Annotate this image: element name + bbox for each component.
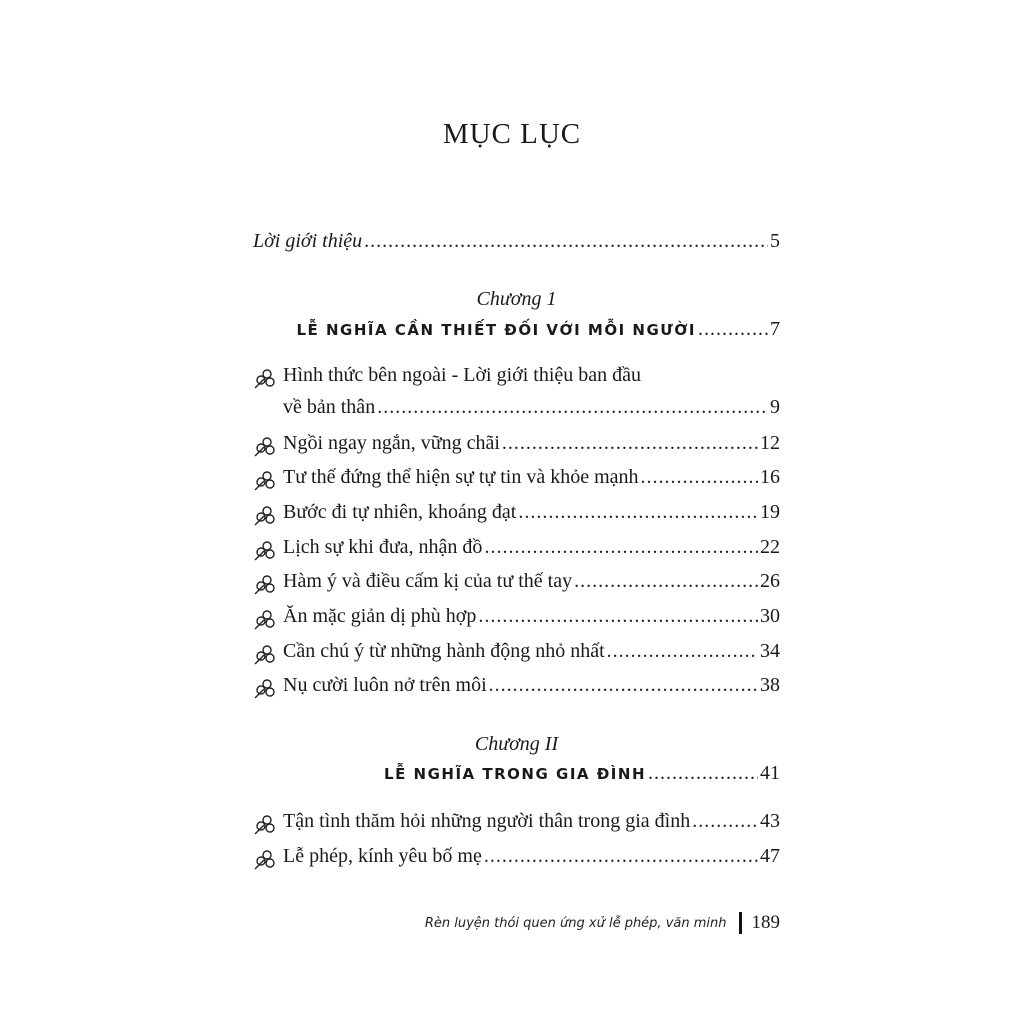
toc-entry-label: Hình thức bên ngoài - Lời giới thiệu ban đầu — [283, 364, 642, 386]
toc-entry-label: Lời giới thiệu — [253, 230, 363, 252]
leader-dots — [648, 762, 758, 785]
leader-dots — [484, 845, 758, 868]
toc-entry-continuation[interactable] — [253, 396, 780, 426]
leader-dots — [364, 230, 768, 253]
running-title: Rèn luyện thói quen ứng xử lễ phép, văn minh — [424, 915, 727, 931]
leader-dots — [518, 501, 758, 524]
toc-page-number: 38 — [760, 674, 780, 696]
toc-entry[interactable] — [253, 466, 780, 496]
toc-entry-label: Lịch sự khi đưa, nhận đồ — [283, 536, 483, 558]
toc-page-number: 5 — [770, 230, 780, 252]
toc-entry[interactable] — [253, 640, 780, 670]
toc-entry-label: Tận tình thăm hỏi những người thân trong gia đình — [283, 810, 691, 832]
toc-entry[interactable] — [253, 432, 780, 462]
toc-entry[interactable] — [253, 810, 780, 840]
toc-entry-label: Ngồi ngay ngắn, vững chãi — [283, 432, 500, 454]
page-footer — [300, 908, 780, 938]
leader-dots — [502, 432, 758, 455]
leader-dots — [692, 810, 758, 833]
toc-entry[interactable] — [253, 605, 780, 635]
toc-page-number: 9 — [770, 396, 780, 418]
chapter-heading[interactable] — [253, 318, 780, 348]
toc-entry-label: Lễ phép, kính yêu bố mẹ — [283, 845, 482, 867]
toc-page-number: 19 — [760, 501, 780, 523]
toc-entry-label: Nụ cười luôn nở trên môi — [283, 674, 487, 696]
toc-entry[interactable] — [253, 674, 780, 704]
chapter-label: Chương II — [474, 733, 559, 755]
toc-entry[interactable] — [253, 501, 780, 531]
leader-dots — [641, 466, 758, 489]
toc-entry-label: Tư thế đứng thể hiện sự tự tin và khỏe mạnh — [283, 466, 639, 488]
leader-dots — [698, 318, 768, 341]
toc-page-number: 47 — [760, 845, 780, 867]
page-title: MỤC LỤC — [442, 118, 582, 150]
toc-page-number: 16 — [760, 466, 780, 488]
toc-entry[interactable] — [253, 364, 780, 394]
toc-entry-label: Bước đi tự nhiên, khoáng đạt — [283, 501, 517, 523]
chapter-title: LỄ NGHĨA CẦN THIẾT ĐỐI VỚI MỖI NGƯỜI — [296, 321, 696, 339]
toc-entry[interactable] — [253, 536, 780, 566]
toc-page-number: 41 — [760, 762, 780, 784]
toc-page-number: 12 — [760, 432, 780, 454]
chapter-heading[interactable] — [253, 762, 780, 792]
leader-dots — [484, 536, 758, 559]
toc-page-number: 34 — [760, 640, 780, 662]
leader-dots — [607, 640, 758, 663]
toc-page-number: 22 — [760, 536, 780, 558]
toc-page-number: 43 — [760, 810, 780, 832]
leader-dots — [574, 570, 758, 593]
leader-dots — [478, 605, 758, 628]
chapter-label: Chương 1 — [476, 288, 557, 310]
toc-page-number: 30 — [760, 605, 780, 627]
footer-divider — [739, 912, 742, 934]
chapter-title: LỄ NGHĨA TRONG GIA ĐÌNH — [384, 765, 646, 783]
toc-entry-intro[interactable] — [253, 230, 780, 260]
toc-entry[interactable] — [253, 570, 780, 600]
toc-page-number: 7 — [770, 318, 780, 340]
toc-entry-label: Hàm ý và điều cấm kị của tư thế tay — [283, 570, 573, 592]
leader-dots — [377, 396, 768, 419]
toc-entry-label: về bản thân — [283, 396, 376, 418]
leader-dots — [489, 674, 758, 697]
toc-page-number: 26 — [760, 570, 780, 592]
toc-entry-label: Ăn mặc giản dị phù hợp — [283, 605, 477, 627]
toc-entry[interactable] — [253, 845, 780, 875]
toc-entry-label: Cần chú ý từ những hành động nhỏ nhất — [283, 640, 605, 662]
page-number: 189 — [751, 912, 780, 933]
